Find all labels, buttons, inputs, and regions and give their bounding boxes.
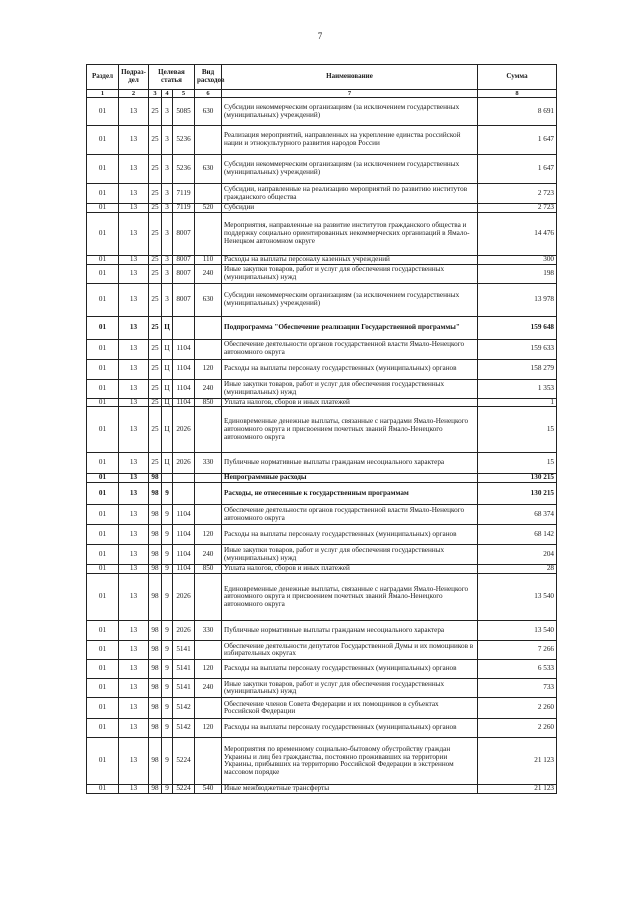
- cell-sum: 130 215: [478, 483, 557, 505]
- cell-section: 01: [87, 545, 119, 565]
- cell-expense-type: [195, 212, 222, 255]
- cell-section: 01: [87, 126, 119, 155]
- cell-expense-type: 520: [195, 204, 222, 213]
- cell-section: 01: [87, 474, 119, 483]
- cell-subprogram: 9: [162, 545, 173, 565]
- cell-subsection: 13: [119, 398, 149, 407]
- table-row: [87, 545, 557, 565]
- cell-subsection: 13: [119, 719, 149, 738]
- cell-program: 25: [149, 184, 162, 204]
- cell-expense-type: 120: [195, 719, 222, 738]
- cell-program: 98: [149, 641, 162, 660]
- cell-section: 01: [87, 719, 119, 738]
- cell-expense-type: [195, 641, 222, 660]
- table-row: [87, 738, 557, 785]
- cell-section: 01: [87, 212, 119, 255]
- cell-subprogram: 9: [162, 525, 173, 545]
- cell-subsection: 13: [119, 155, 149, 184]
- cell-name: Расходы, не отнесенные к государственным программам: [222, 483, 478, 505]
- cell-section: 01: [87, 98, 119, 126]
- cell-name: Уплата налогов, сборов и иных платежей: [222, 398, 478, 407]
- header-expense-type: Вид расходов: [195, 65, 222, 90]
- cell-name: Иные закупки товаров, работ и услуг для обеспечения государственных (муниципальных) нужд: [222, 264, 478, 283]
- cell-name: Единовременные денежные выплаты, связанные с наградами Ямало-Ненецкого автономного округа и присвоением почетных званий Ямало-Ненецкого автономного округа: [222, 407, 478, 453]
- cell-subsection: 13: [119, 483, 149, 505]
- cell-section: 01: [87, 453, 119, 474]
- cell-expense-type: 240: [195, 545, 222, 565]
- cell-direction: 1104: [173, 505, 195, 525]
- cell-section: 01: [87, 155, 119, 184]
- table-row: [87, 398, 557, 407]
- cell-name: Расходы на выплаты персоналу государственных (муниципальных) органов: [222, 359, 478, 379]
- table-row: [87, 283, 557, 316]
- table-row: [87, 204, 557, 213]
- cell-section: 01: [87, 525, 119, 545]
- cell-direction: [173, 474, 195, 483]
- cell-name: Обеспечение членов Совета Федерации и их помощников в субъектах Российской Федерации: [222, 698, 478, 719]
- column-number-row: [87, 90, 557, 98]
- cell-name: Расходы на выплаты персоналу государственных (муниципальных) органов: [222, 719, 478, 738]
- cell-direction: 1104: [173, 525, 195, 545]
- cell-section: 01: [87, 660, 119, 679]
- cell-direction: 1104: [173, 565, 195, 574]
- cell-expense-type: 330: [195, 621, 222, 641]
- cell-program: 98: [149, 738, 162, 785]
- cell-name: Иные закупки товаров, работ и услуг для обеспечения государственных (муниципальных) нужд: [222, 379, 478, 398]
- cell-sum: 13 540: [478, 621, 557, 641]
- cell-sum: 2 260: [478, 698, 557, 719]
- cell-expense-type: 850: [195, 565, 222, 574]
- cell-section: 01: [87, 679, 119, 698]
- cell-expense-type: [195, 574, 222, 621]
- cell-program: 98: [149, 505, 162, 525]
- cell-sum: 204: [478, 545, 557, 565]
- cell-subprogram: Ц: [162, 316, 173, 339]
- cell-program: 25: [149, 339, 162, 359]
- cell-sum: 2 723: [478, 184, 557, 204]
- cell-program: 98: [149, 545, 162, 565]
- header-section: Раздел: [87, 65, 119, 90]
- cell-name: Непрограммные расходы: [222, 474, 478, 483]
- header-target-article: Целевая статья: [149, 65, 195, 90]
- table-row: [87, 255, 557, 264]
- cell-section: 01: [87, 283, 119, 316]
- cell-section: 01: [87, 398, 119, 407]
- cell-program: 25: [149, 98, 162, 126]
- column-number: 3: [149, 90, 162, 98]
- cell-name: Публичные нормативные выплаты гражданам несоциального характера: [222, 453, 478, 474]
- cell-sum: 130 215: [478, 474, 557, 483]
- cell-subsection: 13: [119, 505, 149, 525]
- cell-direction: 1104: [173, 339, 195, 359]
- table-row: [87, 453, 557, 474]
- cell-sum: 6 533: [478, 660, 557, 679]
- cell-subsection: 13: [119, 204, 149, 213]
- cell-name: Мероприятия по временному социально-бытовому обустройству граждан Украины и лиц без гражданства, постоянно проживавших на территории Украины, прибывших на территорию Российской Федерации в экстренном массовом порядке: [222, 738, 478, 785]
- cell-section: 01: [87, 255, 119, 264]
- cell-name: Иные межбюджетные трансферты: [222, 785, 478, 794]
- cell-program: 25: [149, 212, 162, 255]
- cell-subsection: 13: [119, 126, 149, 155]
- column-number: 7: [222, 90, 478, 98]
- cell-sum: 2 723: [478, 204, 557, 213]
- table-row: [87, 316, 557, 339]
- cell-program: 25: [149, 126, 162, 155]
- cell-subsection: 13: [119, 525, 149, 545]
- cell-subprogram: 9: [162, 641, 173, 660]
- cell-expense-type: 240: [195, 379, 222, 398]
- cell-section: 01: [87, 738, 119, 785]
- cell-subprogram: 3: [162, 155, 173, 184]
- cell-sum: 68 374: [478, 505, 557, 525]
- cell-program: 25: [149, 398, 162, 407]
- cell-sum: 28: [478, 565, 557, 574]
- table-row: [87, 339, 557, 359]
- column-number: 4: [162, 90, 173, 98]
- cell-subprogram: 3: [162, 126, 173, 155]
- cell-section: 01: [87, 316, 119, 339]
- cell-section: 01: [87, 621, 119, 641]
- table-row: [87, 719, 557, 738]
- cell-subprogram: 3: [162, 204, 173, 213]
- cell-section: 01: [87, 565, 119, 574]
- column-number: 1: [87, 90, 119, 98]
- cell-direction: 2026: [173, 574, 195, 621]
- cell-sum: 733: [478, 679, 557, 698]
- cell-program: 25: [149, 155, 162, 184]
- cell-direction: 2026: [173, 453, 195, 474]
- cell-expense-type: [195, 407, 222, 453]
- cell-sum: 8 691: [478, 98, 557, 126]
- cell-section: 01: [87, 574, 119, 621]
- cell-section: 01: [87, 698, 119, 719]
- cell-sum: 159 648: [478, 316, 557, 339]
- cell-subsection: 13: [119, 641, 149, 660]
- header-row: [87, 65, 557, 90]
- cell-section: 01: [87, 407, 119, 453]
- cell-sum: 1: [478, 398, 557, 407]
- table-row: [87, 474, 557, 483]
- header-sum: Сумма: [478, 65, 557, 90]
- cell-subsection: 13: [119, 545, 149, 565]
- cell-expense-type: 120: [195, 359, 222, 379]
- cell-subprogram: 3: [162, 98, 173, 126]
- table-row: [87, 407, 557, 453]
- cell-subprogram: 9: [162, 574, 173, 621]
- cell-subprogram: 3: [162, 184, 173, 204]
- cell-expense-type: [195, 184, 222, 204]
- cell-name: Публичные нормативные выплаты гражданам несоциального характера: [222, 621, 478, 641]
- cell-program: 25: [149, 379, 162, 398]
- header-name: Наименование: [222, 65, 478, 90]
- cell-subprogram: Ц: [162, 359, 173, 379]
- table-row: [87, 565, 557, 574]
- cell-subprogram: Ц: [162, 339, 173, 359]
- table-row: [87, 679, 557, 698]
- column-number: 2: [119, 90, 149, 98]
- cell-section: 01: [87, 359, 119, 379]
- cell-subprogram: 9: [162, 698, 173, 719]
- cell-expense-type: 850: [195, 398, 222, 407]
- cell-direction: 8007: [173, 212, 195, 255]
- cell-name: Расходы на выплаты персоналу государственных (муниципальных) органов: [222, 525, 478, 545]
- cell-program: 98: [149, 483, 162, 505]
- cell-sum: 2 260: [478, 719, 557, 738]
- cell-subprogram: 9: [162, 738, 173, 785]
- table-row: [87, 264, 557, 283]
- cell-sum: 68 142: [478, 525, 557, 545]
- cell-name: Субсидии, направленные на реализацию мероприятий по развитию институтов гражданского общества: [222, 184, 478, 204]
- cell-subprogram: Ц: [162, 398, 173, 407]
- table-row: [87, 379, 557, 398]
- table-row: [87, 641, 557, 660]
- cell-subsection: 13: [119, 316, 149, 339]
- cell-expense-type: 630: [195, 155, 222, 184]
- cell-direction: 8007: [173, 264, 195, 283]
- column-number: 8: [478, 90, 557, 98]
- cell-subsection: 13: [119, 574, 149, 621]
- cell-section: 01: [87, 204, 119, 213]
- cell-section: 01: [87, 339, 119, 359]
- cell-name: Уплата налогов, сборов и иных платежей: [222, 565, 478, 574]
- cell-program: 98: [149, 565, 162, 574]
- cell-expense-type: 240: [195, 679, 222, 698]
- cell-subprogram: 9: [162, 505, 173, 525]
- cell-section: 01: [87, 483, 119, 505]
- cell-expense-type: 330: [195, 453, 222, 474]
- cell-name: Обеспечение деятельности органов государственной власти Ямало-Ненецкого автономного округа: [222, 339, 478, 359]
- cell-program: 25: [149, 407, 162, 453]
- cell-subprogram: Ц: [162, 453, 173, 474]
- cell-expense-type: [195, 698, 222, 719]
- cell-direction: 1104: [173, 398, 195, 407]
- cell-direction: 8007: [173, 283, 195, 316]
- cell-expense-type: 630: [195, 98, 222, 126]
- cell-program: 98: [149, 621, 162, 641]
- cell-program: 25: [149, 204, 162, 213]
- cell-program: 25: [149, 255, 162, 264]
- cell-direction: 7119: [173, 204, 195, 213]
- cell-name: Единовременные денежные выплаты, связанные с наградами Ямало-Ненецкого автономного округа и присвоением почетных званий Ямало-Ненецкого автономного округа: [222, 574, 478, 621]
- cell-direction: [173, 316, 195, 339]
- cell-expense-type: 110: [195, 255, 222, 264]
- cell-sum: 1 353: [478, 379, 557, 398]
- cell-direction: 2026: [173, 621, 195, 641]
- cell-expense-type: [195, 738, 222, 785]
- cell-sum: 21 123: [478, 738, 557, 785]
- cell-direction: 5142: [173, 719, 195, 738]
- cell-program: 98: [149, 525, 162, 545]
- column-number: 5: [173, 90, 195, 98]
- cell-subsection: 13: [119, 98, 149, 126]
- cell-subprogram: 3: [162, 255, 173, 264]
- cell-subsection: 13: [119, 660, 149, 679]
- cell-direction: 5141: [173, 641, 195, 660]
- cell-subprogram: [162, 474, 173, 483]
- cell-direction: 5224: [173, 738, 195, 785]
- cell-subsection: 13: [119, 453, 149, 474]
- cell-subsection: 13: [119, 407, 149, 453]
- cell-expense-type: [195, 339, 222, 359]
- cell-subprogram: 9: [162, 621, 173, 641]
- cell-expense-type: 120: [195, 660, 222, 679]
- cell-sum: 300: [478, 255, 557, 264]
- cell-sum: 158 279: [478, 359, 557, 379]
- cell-name: Реализация мероприятий, направленных на укрепление единства российской нации и этнокультурного развития народов России: [222, 126, 478, 155]
- cell-program: 25: [149, 283, 162, 316]
- cell-expense-type: 240: [195, 264, 222, 283]
- cell-name: Расходы на выплаты персоналу государственных (муниципальных) органов: [222, 660, 478, 679]
- cell-subsection: 13: [119, 255, 149, 264]
- cell-name: Обеспечение деятельности депутатов Государственной Думы и их помощников в избирательных округах: [222, 641, 478, 660]
- cell-name: Субсидии некоммерческим организациям (за исключением государственных (муниципальных) учреждений): [222, 98, 478, 126]
- cell-direction: 5224: [173, 785, 195, 794]
- table-row: [87, 359, 557, 379]
- cell-section: 01: [87, 641, 119, 660]
- cell-sum: 1 647: [478, 126, 557, 155]
- cell-sum: 1 647: [478, 155, 557, 184]
- cell-name: Подпрограмма "Обеспечение реализации Государственной программы": [222, 316, 478, 339]
- cell-direction: 1104: [173, 379, 195, 398]
- cell-subsection: 13: [119, 679, 149, 698]
- cell-sum: 159 633: [478, 339, 557, 359]
- cell-sum: 198: [478, 264, 557, 283]
- cell-section: 01: [87, 505, 119, 525]
- cell-program: 98: [149, 574, 162, 621]
- cell-name: Иные закупки товаров, работ и услуг для обеспечения государственных (муниципальных) нужд: [222, 679, 478, 698]
- cell-section: 01: [87, 184, 119, 204]
- cell-direction: 8007: [173, 255, 195, 264]
- cell-expense-type: [195, 316, 222, 339]
- page-number: 7: [317, 31, 323, 41]
- cell-subsection: 13: [119, 264, 149, 283]
- table-row: [87, 184, 557, 204]
- cell-program: 25: [149, 453, 162, 474]
- cell-subsection: 13: [119, 212, 149, 255]
- table-row: [87, 126, 557, 155]
- budget-table: [86, 64, 557, 794]
- cell-name: Иные закупки товаров, работ и услуг для обеспечения государственных (муниципальных) нужд: [222, 545, 478, 565]
- cell-expense-type: [195, 483, 222, 505]
- cell-subprogram: 9: [162, 660, 173, 679]
- cell-program: 98: [149, 474, 162, 483]
- cell-direction: 5236: [173, 126, 195, 155]
- cell-program: 98: [149, 679, 162, 698]
- table-row: [87, 698, 557, 719]
- cell-name: Расходы на выплаты персоналу казенных учреждений: [222, 255, 478, 264]
- cell-subsection: 13: [119, 621, 149, 641]
- cell-subsection: 13: [119, 474, 149, 483]
- cell-subprogram: 9: [162, 483, 173, 505]
- cell-direction: 5236: [173, 155, 195, 184]
- cell-program: 98: [149, 660, 162, 679]
- cell-direction: [173, 483, 195, 505]
- cell-direction: 2026: [173, 407, 195, 453]
- header-subsection: Подраз-дел: [119, 65, 149, 90]
- cell-direction: 5142: [173, 698, 195, 719]
- cell-subprogram: 3: [162, 264, 173, 283]
- cell-program: 25: [149, 264, 162, 283]
- cell-direction: 5141: [173, 660, 195, 679]
- cell-subsection: 13: [119, 379, 149, 398]
- cell-subprogram: 9: [162, 679, 173, 698]
- cell-subprogram: 9: [162, 719, 173, 738]
- cell-sum: 15: [478, 407, 557, 453]
- table-row: [87, 155, 557, 184]
- cell-sum: 7 266: [478, 641, 557, 660]
- cell-name: Субсидии: [222, 204, 478, 213]
- cell-expense-type: [195, 505, 222, 525]
- cell-subsection: 13: [119, 565, 149, 574]
- cell-section: 01: [87, 264, 119, 283]
- cell-sum: 14 476: [478, 212, 557, 255]
- table-row: [87, 660, 557, 679]
- cell-section: 01: [87, 379, 119, 398]
- cell-name: Обеспечение деятельности органов государственной власти Ямало-Ненецкого автономного округа: [222, 505, 478, 525]
- cell-subprogram: 3: [162, 283, 173, 316]
- table-row: [87, 505, 557, 525]
- cell-name: Субсидии некоммерческим организациям (за исключением государственных (муниципальных) учреждений): [222, 155, 478, 184]
- cell-program: 98: [149, 719, 162, 738]
- table-row: [87, 574, 557, 621]
- table-row: [87, 98, 557, 126]
- cell-subsection: 13: [119, 738, 149, 785]
- cell-program: 25: [149, 316, 162, 339]
- cell-direction: 1104: [173, 359, 195, 379]
- table-row: [87, 483, 557, 505]
- table-row: [87, 785, 557, 794]
- cell-expense-type: 630: [195, 283, 222, 316]
- cell-direction: 5141: [173, 679, 195, 698]
- cell-subsection: 13: [119, 184, 149, 204]
- cell-program: 98: [149, 785, 162, 794]
- cell-direction: 1104: [173, 545, 195, 565]
- cell-direction: 7119: [173, 184, 195, 204]
- cell-subprogram: Ц: [162, 379, 173, 398]
- cell-subprogram: 9: [162, 785, 173, 794]
- cell-expense-type: 120: [195, 525, 222, 545]
- cell-program: 25: [149, 359, 162, 379]
- cell-subsection: 13: [119, 698, 149, 719]
- cell-direction: 5085: [173, 98, 195, 126]
- cell-sum: 13 540: [478, 574, 557, 621]
- column-number: 6: [195, 90, 222, 98]
- cell-sum: 13 978: [478, 283, 557, 316]
- cell-name: Мероприятия, направленные на развитие институтов гражданского общества и поддержку социально ориентированных некоммерческих организаций в Ямало-Ненецком автономном округе: [222, 212, 478, 255]
- cell-section: 01: [87, 785, 119, 794]
- cell-name: Субсидии некоммерческим организациям (за исключением государственных (муниципальных) учреждений): [222, 283, 478, 316]
- cell-subsection: 13: [119, 339, 149, 359]
- cell-sum: 15: [478, 453, 557, 474]
- cell-expense-type: [195, 474, 222, 483]
- cell-subsection: 13: [119, 785, 149, 794]
- cell-subprogram: 9: [162, 565, 173, 574]
- cell-sum: 21 123: [478, 785, 557, 794]
- cell-subsection: 13: [119, 283, 149, 316]
- cell-subprogram: 3: [162, 212, 173, 255]
- cell-subsection: 13: [119, 359, 149, 379]
- table-row: [87, 525, 557, 545]
- cell-program: 98: [149, 698, 162, 719]
- cell-expense-type: [195, 126, 222, 155]
- table-row: [87, 621, 557, 641]
- cell-subprogram: Ц: [162, 407, 173, 453]
- cell-expense-type: 540: [195, 785, 222, 794]
- table-row: [87, 212, 557, 255]
